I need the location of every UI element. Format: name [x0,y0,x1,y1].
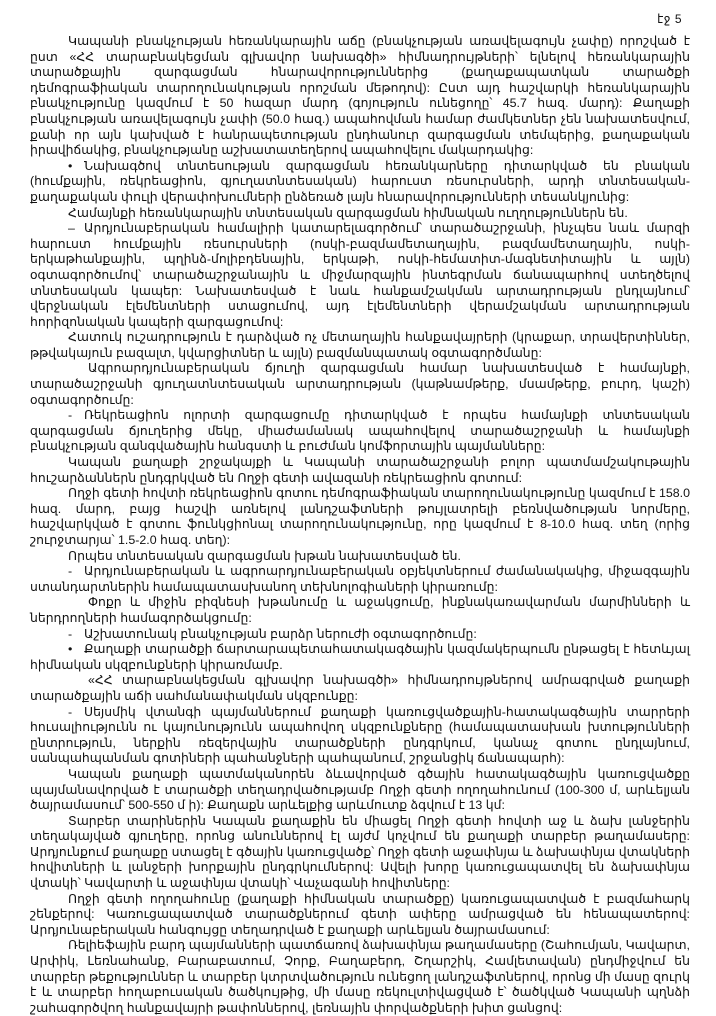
paragraph-text: «ՀՀ տարաբնակեցման գլխավոր նախագծի» հիմնադրույթներով ամրագրված քաղաքի տարածքային աճի սահմանափակման սկզբունքը: [30,673,690,703]
paragraph-monuments [30,455,690,486]
dash-item-seismic [30,705,690,767]
dash-item-workforce [30,627,690,643]
paragraph-villages [30,814,690,892]
dash-item-industrial-complex [30,221,690,330]
paragraph-text: Քաղաքի տարածքի ճարտարապետահատակագծային կազմակերպումն ընթացել է հետևյալ հիմնական սկզբունքների կիրառմամբ. [30,642,690,672]
paragraph-text: Կապանի բնակչության հեռանկարային աճը (բնակչության առավելագույն չափը) որոշված է ըստ «ՀՀ տարաբնակեցման գլխավոր նախագծի» հիմնադրույթների՝ ելնելով հեռանկարային տարածքային զարգացման հնարավորություններից (քաղաքապատկան տարածքի դեմոգրաֆիական տարողունակության որոշման մեթոդով): Ըստ այդ հաշվարկի հեռանկարային բնակչությունը կազմում է 50 հազար մարդ (գոյություն ունեցողը՝ 45.7 հազ. մարդ): Քաղաքի բնակչության առավելագույն չափի (50.0 հազ.) ապահովման համար ժամկետներ չեն նախատեսվում, քանի որ այն կախված է հանրապետության ընդհանուր զարգացման տեմպերից, քաղաքական իրավիճակից, բնակչությանը աշխատատեղերով ապահովելու մակարդակից: [30,34,690,158]
paragraph-text: Սեյսմիկ վտանգի պայմաններում քաղաքի կառուցվածքային-հատակագծային տարրերի հուսալիությունն ու կայունությունն ապահովող սկզբունքները (համապատասխան խտությունների ընտրություն, ներքին ռեզերվային տարածքների ընդգրկում, կանաչ գոտու ընդլայնում, սանպահպանման գոտիների պահանջների պահպանում, շրջանցիկ ճանապարհ): [30,704,690,766]
paragraph-text: Աշխատունակ բնակչության բարձր ներուժի օգտագործումը: [84,626,477,641]
paragraph-text: Արդյունաբերական համալիրի կատարելագործում՝ տարածաշրջանի, ինչպես նաև մարզի հարուստ հումքային ռեսուրսների (ոսկի-բազմամետաղային, բազմամետաղային, ոսկի-երկաթհանքային, պղինձ-մոլիբդենային, երկաթի, ոսկի-հեմատիտ-մագնետիտային և այլն) օգտագործումով՝ տարածաշրջանային և միջմարզային ինտեգրման ճանապարհով ստեղծելով տնտեսական կապեր: Նախատեսված է նաև հանքամշակման արտադրության ընդլայնում՝ վերջնական էլեմենտների ստացումով, այդ էլեմենտների վերամշակման արտադրության հորիզոնական կապերի զարգացումով: [30,221,690,329]
dash-item-technologies [30,564,690,595]
paragraph-text: Համայնքի հեռանկարային տնտեսական զարգացման հիմնական ուղղություններն են. [68,205,628,220]
dash-marker: – [68,221,75,236]
page-number: էջ 5 [657,12,682,26]
bullet-item-economy-prospects [30,159,690,206]
paragraph-growth-limit [30,673,690,704]
paragraph-text: Կապան քաղաքի շրջակայքի և Կապանի տարածաշրջանի բոլոր պատմամշակութային հուշարձաններն ընդգրկված են Ողջի գետի ավազանի ռեկրեացիոն գոտում: [30,455,690,485]
paragraph-text: Հատուկ ուշադրություն է դարձված ոչ մետաղային հանքավայրերի (կրաքար, տրավերտիններ, թթվակայուն բազալտ, կվարցիտներ և այլն) բազմանպատակ օգտագործմանը: [30,330,690,360]
paragraph-text: Որպես տնտեսական զարգացման խթան նախատեսված են. [68,548,461,563]
paragraph-nonmetal-deposits [30,330,690,361]
paragraph-text: Ողջի գետի ողողահունը (քաղաքի հիմնական տարածքը) կառուցապատված է բազմահարկ շենքերով: Կառուցապատված տարածքներում գետի ափերը ամրացված են հենապատերով: Արդյունաբերական հանգույցը տեղադրված է քաղաքի արևելյան ծայրամասում: [30,891,690,937]
paragraph-text: Փոքր և միջին բիզնեսի խթանումը և աջակցումը, ինքնակառավարման մարմինների և ներդրողների համագործակցումը: [30,595,690,625]
paragraph-stimulus [30,549,690,565]
paragraph-text: Տարբեր տարիներին Կապան քաղաքին են միացել Ողջի գետի հովտի աջ և ձախ լանջերին տեղակայված գյուղերը, որոնց անուններով էլ այժմ կոչվում են քաղաքի տարբեր թաղամասերը: Արդյունքում քաղաքը ստացել է գծային կառուցվածք՝ Ողջի գետի աջափնյա և ձախափնյա վտակների հովիտների և լանջերի խորքային ընդգրկումներով: Ավելի խորը կառուցապատվել են ձախափնյա վտակի՝ Կավարտի և աջափնյա վտակի՝ Վաչագանի հովիտները: [30,813,690,891]
dash-marker: - [68,626,73,641]
paragraph-linear-structure [30,767,690,814]
paragraph-agro-industry [30,361,690,408]
paragraph-population-growth [30,34,690,159]
paragraph-relief [30,938,690,1016]
dash-marker: - [68,564,73,579]
paragraph-text: Արդյունաբերական և ագրոարդյունաբերական օբյեկտներում ժամանակակից, միջազգային ստանդարտներին համապատասխանող տեխնոլոգիաների կիրառումը: [30,564,690,594]
dash-marker: - [68,704,73,719]
paragraph-text: Ողջի գետի հովտի ռեկրեացիոն գոտու դեմոգրաֆիական տարողունակությունը կազմում է 158.0 հազ. մարդ, բայց հաշվի առնելով լանդշաֆտների թույլատրելի բեռնվածության նորմերը, հաշվարկված է գոտու ֆունկցիոնալ տարողունակությունը, որը կազմում է 8-10.0 հազ. տեղ (որից շուրջտարյա՝ 1.5-2.0 հազ. տեղ): [30,486,690,547]
paragraph-recreation-capacity [30,486,690,548]
paragraph-text: Ագրոարդյունաբերական ճյուղի զարգացման համար նախատեսված է համայնքի, տարածաշրջանի գյուղատնտեսական արտադրության (կաթնամթերք, մսամթերք, բուրդ, կաշի) օգտագործումը: [30,361,690,407]
paragraph-text: Կապան քաղաքի պատմականորեն ձևավորված գծային հատակագծային կառուցվածքը պայմանավորված է տարածքի տեղադրվածությամբ Ողջի գետի ողողահունում (100-300 մ, արևելյան ծայրամասում՝ 500-550 մ ի): Քաղաքն արևելքից արևմուտք ձգվում է 13 կմ: [30,766,690,813]
paragraph-text: Ռեկրեացիոն ոլորտի զարգացումը դիտարկված է որպես համայնքի տնտեսական զարգացման ճյուղերից մեկը, միաժամանակ ապահովելով տարածաշրջանի և համայնքի բնակչության զանգվածային հանգստի և բուժման կոմֆորտային պայմանները: [30,408,690,454]
dash-marker: - [68,408,73,423]
bullet-marker: • [68,642,73,657]
paragraph-main-directions [30,206,690,222]
bullet-item-architecture [30,642,690,673]
dash-item-recreation [30,408,690,455]
paragraph-floodplain [30,892,690,939]
bullet-marker: • [68,158,73,173]
paragraph-text: Նախագծով տնտեսության զարգացման հեռանկարները դիտարկված են բնական (հումքային, ռեկրեացիոն, գյուղատնտեսական) հարուստ ռեսուրսների, արդի տնտեսական-քաղաքական փուլի վերափոխումների ընձեռած լայն հնարավորությունների տեսանկյունից: [30,158,690,204]
paragraph-text: Ռելիեֆային բարդ պայմանների պատճառով ձախափնյա թաղամասերը (Շահումյան, Կավարտ, Արփիկ, Լեռնահանք, Բարաբատում, Չորք, Բաղաբերդ, Շղարշիկ, Համլետավան) ընդմիջվում են տարբեր թեքություններ և տարբեր կտրտվածություն ունեցող լանդշաֆտներով, որոնց մի մասը զուրկ է և տարբեր հողաբուսական ծածկույթից, մի մասը ռեկուլտիվացված է՝ ծածկված Կապանի պղնձի շահագործվող հանքավայրի թափոններով, լեռնային փորվածքների խիտ ցանցով: [30,938,690,1015]
document-body [30,34,690,1016]
paragraph-small-business [30,595,690,626]
